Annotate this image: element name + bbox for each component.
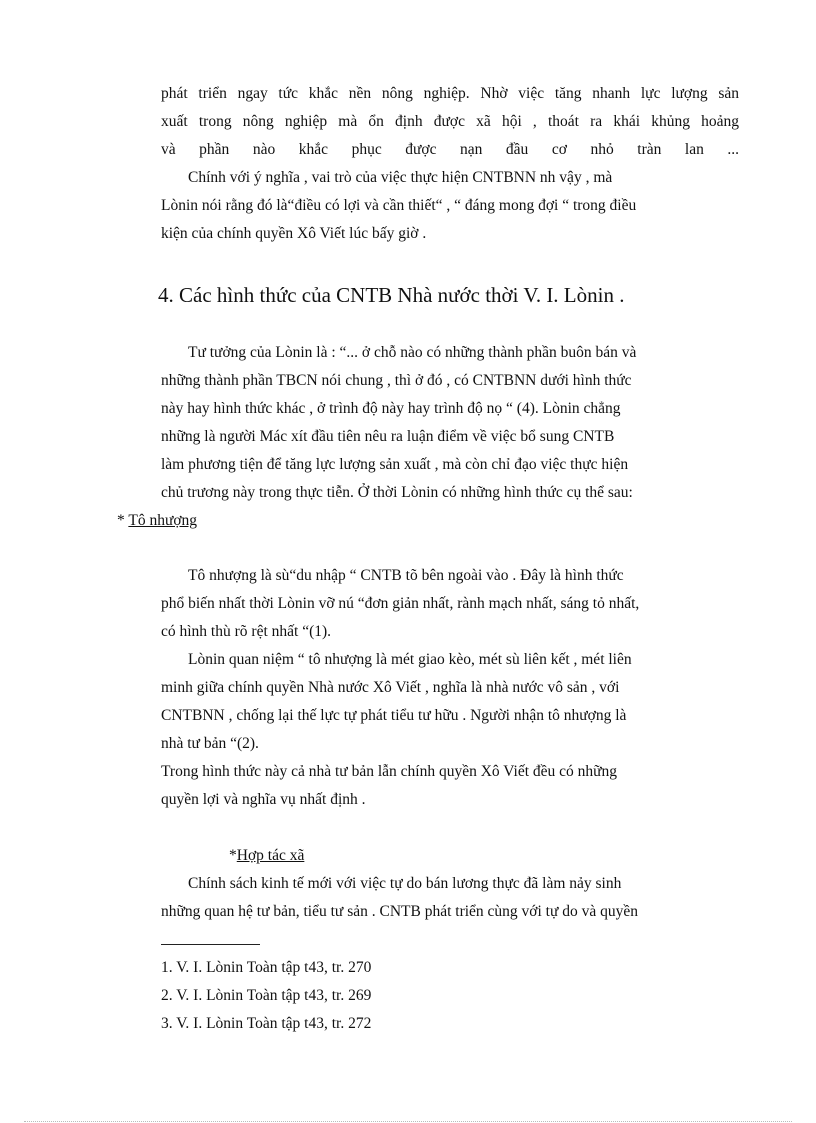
body-text-line: Chính với ý nghĩa , vai trò của việc thực hiện CNTBNN nh vậy , mà [188,169,613,186]
section-heading: 4. Các hình thức của CNTB Nhà nước thời V. I. Lònin . [158,283,625,307]
body-text-line: minh giữa chính quyền Nhà nước Xô Viết , nghĩa là nhà nước vô sản , với [161,679,620,696]
body-text-line: những thành phần TBCN nói chung , thì ở đó , có CNTBNN dưới hình thức [161,372,632,389]
body-text-line: những là người Mác xít đầu tiên nêu ra luận điểm về việc bổ sung CNTB [161,428,615,445]
body-text-line: Tô nhượng là sù“du nhập “ CNTB tõ bên ngoài vào . Đây là hình thức [188,567,624,584]
body-text-line: Chính sách kinh tế mới với việc tự do bán lương thực đã làm nảy sinh [188,875,622,892]
body-text-line: xuất trong nông nghiệp mà ổn định được xã hội , thoát ra khái khủng hoảng [161,113,739,130]
body-text-line: này hay hình thức khác , ở trình độ này hay trình độ nọ “ (4). Lònin chẳng [161,400,621,417]
subheading-concession-label: Tô nhượng [128,512,198,529]
subheading-concession [117,511,197,531]
page-bottom-border [24,1121,792,1122]
body-text-line: và phần nào khắc phục được nạn đầu cơ nhỏ tràn lan ... [161,141,739,158]
body-text-line: Lònin quan niệm “ tô nhượng là mét giao kèo, mét sù liên kết , mét liên [188,651,632,668]
body-text-line: Trong hình thức này cả nhà tư bản lẫn chính quyền Xô Viết đều có những [161,763,618,780]
subheading-coop-label: Hợp tác xã [236,847,305,864]
body-text-line: nhà tư bản “(2). [161,735,259,752]
subheading-coop [229,846,304,866]
body-text-line: phổ biến nhất thời Lònin vỡ nú “đơn giản nhất, rành mạch nhất, sáng tỏ nhất, [161,595,640,612]
footnote: 2. V. I. Lònin Toàn tập t43, tr. 269 [161,987,372,1004]
footnote: 3. V. I. Lònin Toàn tập t43, tr. 272 [161,1015,372,1032]
body-text-line: quyền lợi và nghĩa vụ nhất định . [161,791,366,808]
bullet-marker: * [229,847,237,864]
body-text-line: CNTBNN , chống lại thế lực tự phát tiểu tư hữu . Người nhận tô nhượng là [161,707,627,724]
body-text-line: chủ trương này trong thực tiễn. Ở thời Lònin có những hình thức cụ thể sau: [161,484,633,501]
body-text-line: Lònin nói rằng đó là“điều có lợi và cần thiết“ , “ đáng mong đợi “ trong điều [161,197,637,214]
footnote-separator [161,944,260,945]
body-text-line: những quan hệ tư bản, tiểu tư sản . CNTB phát triển cùng với tự do và quyền [161,903,639,920]
body-text-line: làm phương tiện để tăng lực lượng sản xuất , mà còn chỉ đạo việc thực hiện [161,456,629,473]
body-text-line: phát triển ngay tức khắc nền nông nghiệp. Nhờ việc tăng nhanh lực lượng sản [161,85,739,102]
body-text-line: có hình thù rõ rệt nhất “(1). [161,623,332,640]
body-text-line: Tư tưởng của Lònin là : “... ở chỗ nào có những thành phần buôn bán và [188,344,637,361]
bullet-marker: * [117,512,129,529]
body-text-line: kiện của chính quyền Xô Viết lúc bấy giờ . [161,225,427,242]
footnote: 1. V. I. Lònin Toàn tập t43, tr. 270 [161,959,372,976]
